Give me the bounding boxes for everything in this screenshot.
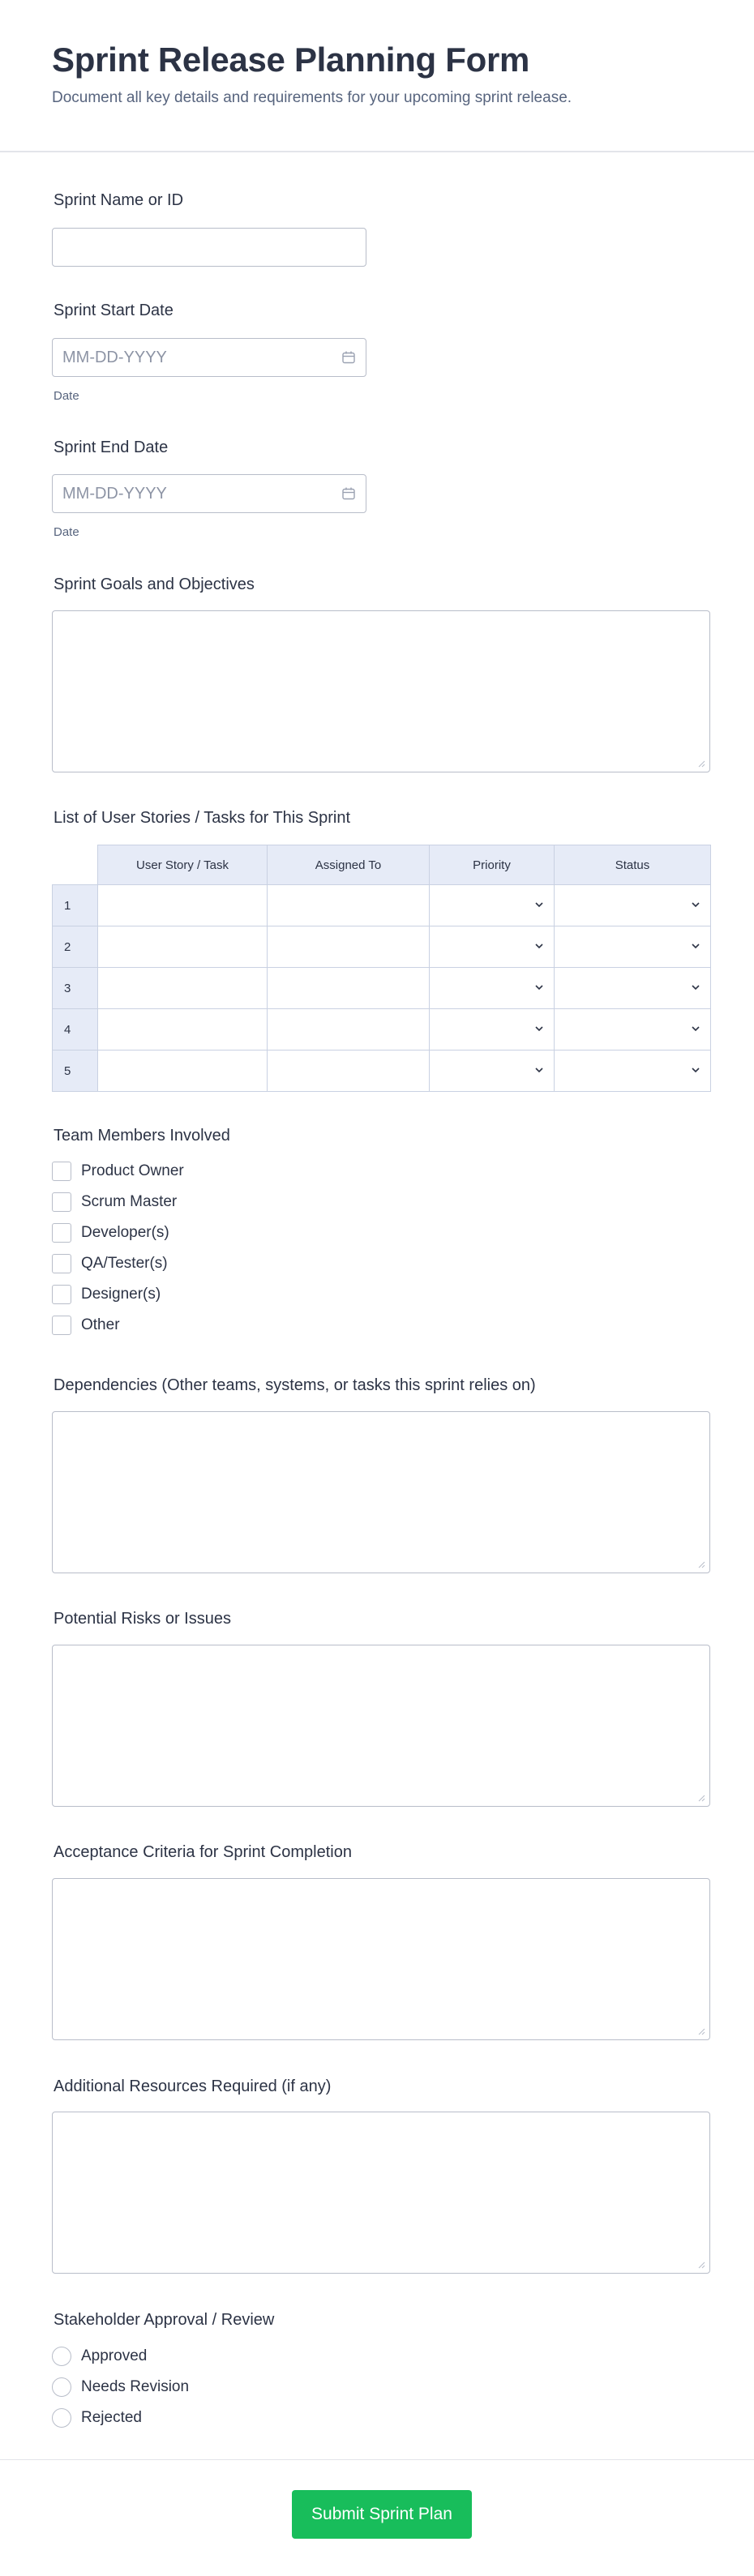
- checkbox[interactable]: [52, 1254, 71, 1273]
- status-select[interactable]: [555, 885, 711, 926]
- goals-label: Sprint Goals and Objectives: [54, 576, 255, 593]
- option-label: QA/Tester(s): [81, 1255, 168, 1272]
- chevron-down-icon: [691, 943, 700, 949]
- team-option-qa-testers[interactable]: [52, 1253, 168, 1274]
- acceptance-textarea[interactable]: [52, 1878, 710, 2040]
- approval-label: Stakeholder Approval / Review: [54, 2311, 275, 2329]
- table-row: [53, 1051, 711, 1092]
- chevron-down-icon: [534, 984, 544, 991]
- footer-divider: [0, 2459, 754, 2460]
- start-date-field[interactable]: [52, 338, 366, 377]
- stories-table: [52, 845, 711, 1092]
- story-cell[interactable]: [98, 1009, 268, 1051]
- risks-label: Potential Risks or Issues: [54, 1610, 231, 1628]
- acceptance-label: Acceptance Criteria for Sprint Completion: [54, 1843, 352, 1861]
- option-label: Approved: [81, 2347, 148, 2364]
- calendar-icon[interactable]: [341, 350, 356, 365]
- column-header-assigned: Assigned To: [268, 845, 430, 885]
- assigned-cell[interactable]: [268, 885, 430, 926]
- table-row: [53, 926, 711, 968]
- approval-option-rejected[interactable]: [52, 2407, 142, 2428]
- chevron-down-icon: [691, 984, 700, 991]
- status-select[interactable]: [555, 968, 711, 1009]
- priority-select[interactable]: [430, 885, 555, 926]
- status-select[interactable]: [555, 1051, 711, 1092]
- row-number: 1: [53, 885, 98, 926]
- calendar-icon[interactable]: [341, 486, 356, 501]
- sprint-name-input[interactable]: [52, 228, 366, 267]
- priority-select[interactable]: [430, 926, 555, 968]
- story-cell[interactable]: [98, 926, 268, 968]
- checkbox[interactable]: [52, 1162, 71, 1181]
- resources-textarea[interactable]: [52, 2112, 710, 2274]
- end-date-label: Sprint End Date: [54, 439, 169, 456]
- team-option-designers[interactable]: [52, 1284, 161, 1305]
- radio[interactable]: [52, 2377, 71, 2397]
- end-date-sublabel: Date: [54, 525, 79, 539]
- dependencies-textarea[interactable]: [52, 1411, 710, 1573]
- chevron-down-icon: [691, 1067, 700, 1073]
- radio[interactable]: [52, 2408, 71, 2428]
- option-label: Rejected: [81, 2409, 142, 2426]
- story-cell[interactable]: [98, 1051, 268, 1092]
- assigned-cell[interactable]: [268, 926, 430, 968]
- approval-option-needs-revision[interactable]: [52, 2377, 189, 2398]
- dependencies-label: Dependencies (Other teams, systems, or tasks this sprint relies on): [54, 1376, 536, 1394]
- table-row: [53, 1009, 711, 1051]
- checkbox[interactable]: [52, 1192, 71, 1212]
- row-number: 4: [53, 1009, 98, 1051]
- checkbox[interactable]: [52, 1285, 71, 1304]
- resources-label: Additional Resources Required (if any): [54, 2077, 332, 2095]
- option-label: Other: [81, 1316, 120, 1333]
- team-option-product-owner[interactable]: [52, 1161, 184, 1182]
- priority-select[interactable]: [430, 1009, 555, 1051]
- table-row: [53, 885, 711, 926]
- resize-grip-icon[interactable]: [697, 760, 705, 768]
- end-date-input[interactable]: [53, 475, 328, 512]
- start-date-label: Sprint Start Date: [54, 302, 174, 319]
- chevron-down-icon: [691, 901, 700, 908]
- approval-option-approved[interactable]: [52, 2346, 147, 2367]
- story-cell[interactable]: [98, 968, 268, 1009]
- row-number: 3: [53, 968, 98, 1009]
- end-date-field[interactable]: [52, 474, 366, 513]
- table-row: [53, 968, 711, 1009]
- chevron-down-icon: [534, 1025, 544, 1032]
- table-corner: [53, 845, 98, 885]
- checkbox[interactable]: [52, 1316, 71, 1335]
- option-label: Product Owner: [81, 1162, 184, 1179]
- chevron-down-icon: [534, 1067, 544, 1073]
- start-date-sublabel: Date: [54, 389, 79, 403]
- column-header-priority: Priority: [430, 845, 555, 885]
- assigned-cell[interactable]: [268, 968, 430, 1009]
- team-option-scrum-master[interactable]: [52, 1192, 177, 1213]
- start-date-input[interactable]: [53, 339, 328, 376]
- resize-grip-icon[interactable]: [697, 1560, 705, 1568]
- resize-grip-icon[interactable]: [697, 2027, 705, 2035]
- chevron-down-icon: [534, 901, 544, 908]
- assigned-cell[interactable]: [268, 1009, 430, 1051]
- page-subtitle: Document all key details and requirements for your upcoming sprint release.: [52, 89, 572, 106]
- option-label: Scrum Master: [81, 1193, 178, 1210]
- radio[interactable]: [52, 2347, 71, 2366]
- resize-grip-icon[interactable]: [697, 2261, 705, 2269]
- resize-grip-icon[interactable]: [697, 1794, 705, 1802]
- page-title: Sprint Release Planning Form: [52, 41, 530, 79]
- chevron-down-icon: [691, 1025, 700, 1032]
- option-label: Needs Revision: [81, 2378, 190, 2395]
- team-label: Team Members Involved: [54, 1127, 230, 1145]
- chevron-down-icon: [534, 943, 544, 949]
- team-option-developers[interactable]: [52, 1222, 169, 1243]
- goals-textarea[interactable]: [52, 610, 710, 772]
- priority-select[interactable]: [430, 1051, 555, 1092]
- sprint-name-label: Sprint Name or ID: [54, 191, 184, 209]
- option-label: Designer(s): [81, 1286, 161, 1303]
- column-header-status: Status: [555, 845, 711, 885]
- column-header-story: User Story / Task: [98, 845, 268, 885]
- submit-button[interactable]: Submit Sprint Plan: [292, 2490, 472, 2539]
- team-option-other[interactable]: [52, 1315, 120, 1336]
- option-label: Developer(s): [81, 1224, 169, 1241]
- status-select[interactable]: [555, 1009, 711, 1051]
- story-cell[interactable]: [98, 885, 268, 926]
- risks-textarea[interactable]: [52, 1645, 710, 1807]
- priority-select[interactable]: [430, 968, 555, 1009]
- row-number: 5: [53, 1051, 98, 1092]
- stories-label: List of User Stories / Tasks for This Sprint: [54, 809, 351, 827]
- form-header: [0, 0, 754, 152]
- status-select[interactable]: [555, 926, 711, 968]
- row-number: 2: [53, 926, 98, 968]
- checkbox[interactable]: [52, 1223, 71, 1243]
- assigned-cell[interactable]: [268, 1051, 430, 1092]
